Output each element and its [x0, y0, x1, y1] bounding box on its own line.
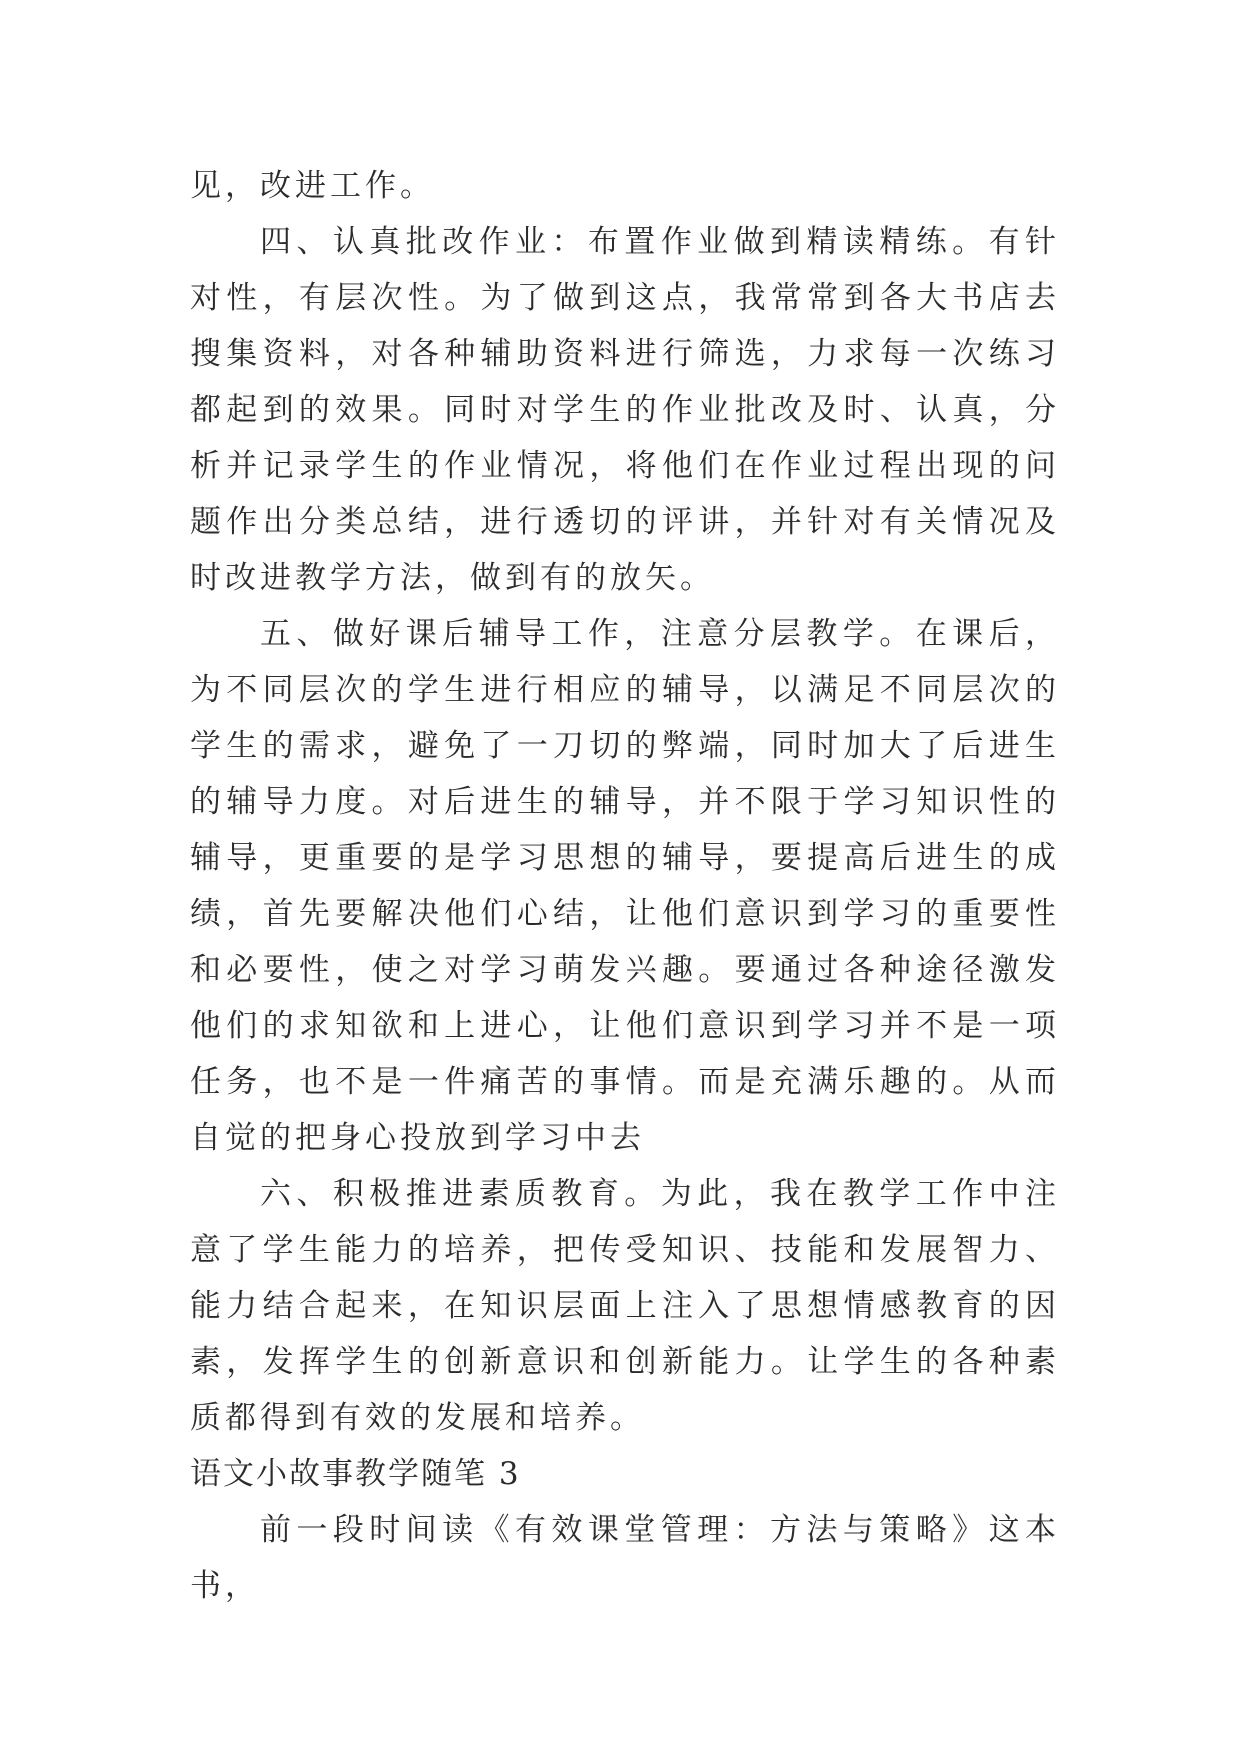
section-heading: 语文小故事教学随笔 3 [190, 1456, 521, 1492]
paragraph-book-intro: 前一段时间读《有效课堂管理：方法与策略》这本书， [190, 1512, 1060, 1604]
paragraph-quality-education: 六、积极推进素质教育。为此，我在教学工作中注意了学生能力的培养，把传受知识、技能和发展智力、能力结合起来，在知识层面上注入了思想情感教育的因素，发挥学生的创新意识和创新能力。让学生的各种素质都得到有效的发展和培养。 [190, 1176, 1060, 1436]
paragraph-homework-grading: 四、认真批改作业：布置作业做到精读精练。有针对性，有层次性。为了做到这点，我常常到各大书店去搜集资料，对各种辅助资料进行筛选，力求每一次练习都起到的效果。同时对学生的作业批改及时、认真，分析并记录学生的作业情况，将他们在作业过程出现的问题作出分类总结，进行透切的评讲，并针对有关情况及时改进教学方法，做到有的放矢。 [190, 224, 1060, 596]
document-page [190, 158, 1060, 1614]
paragraph-continuation: 见，改进工作。 [190, 168, 435, 204]
paragraph-after-class-tutoring: 五、做好课后辅导工作，注意分层教学。在课后，为不同层次的学生进行相应的辅导，以满足不同层次的学生的需求，避免了一刀切的弊端，同时加大了后进生的辅导力度。对后进生的辅导，并不限于学习知识性的辅导，更重要的是学习思想的辅导，要提高后进生的成绩，首先要解决他们心结，让他们意识到学习的重要性和必要性，使之对学习萌发兴趣。要通过各种途径激发他们的求知欲和上进心，让他们意识到学习并不是一项任务，也不是一件痛苦的事情。而是充满乐趣的。从而自觉的把身心投放到学习中去 [190, 616, 1060, 1156]
